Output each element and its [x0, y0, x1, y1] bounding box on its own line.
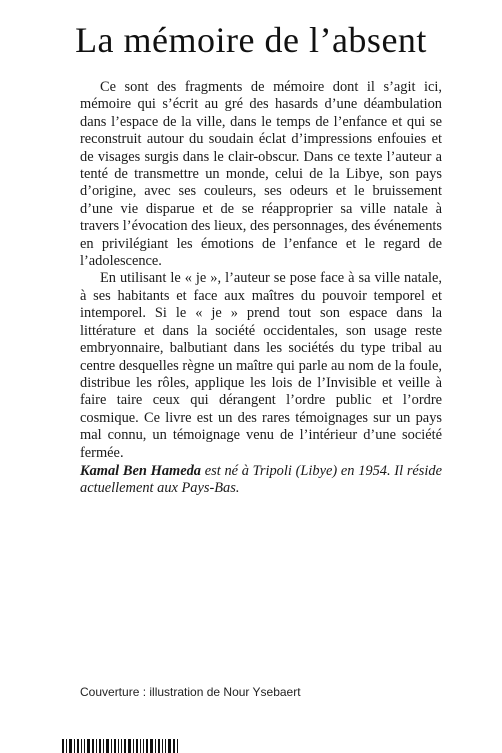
author-name: Kamal Ben Hameda [80, 463, 201, 479]
blurb-text [80, 79, 442, 462]
cover-credit: Couverture : illustration de Nour Ysebaert [80, 685, 301, 699]
blurb-paragraph-2: En utilisant le « je », l’auteur se pose face à sa ville natale, à ses habitants et face aux maîtres du pouvoir temporel et intemporel. Si le « je » prend tout son espace dans la littérature et dans la société occidentales, son usage reste embryonnaire, balbutiant dans les sociétés du type tribal au centre desquelles règne un maître qui parle au nom de la foule, distribue les rôles, applique les lois de l’Invisible et veille à faire taire ceux qui dérangent l’ordre public et l’ordre cosmique. Ce livre est un des rares témoignages sur un pays mal connu, un témoignage venu de l’intérieur d’une société fermée. [80, 270, 442, 461]
author-bio-text: est né à Tripoli (Libye) en 1954. Il réside actuellement aux Pays-Bas. [80, 463, 442, 497]
book-title: La mémoire de l’absent [75, 20, 427, 60]
author-bio [80, 463, 442, 498]
barcode [62, 739, 202, 753]
blurb-paragraph-1: Ce sont des fragments de mémoire dont il s’agit ici, mémoire qui s’écrit au gré des hasards d’une déambulation dans l’espace de la ville, dans le temps de l’enfance et qui se reconstruit autour du soudain éclat d’impressions enfouies et de visages surgis dans le clair-obscur. Dans ce texte l’auteur a tenté de transmettre un monde, celui de la Libye, son pays d’origine, avec ses couleurs, ses odeurs et le bruissement d’une vie disparue et de se réapproprier sa ville natale à travers l’évocation des lieux, des personnages, des événements en privilégiant les émotions de l’enfance et le regard de l’adolescence. [80, 79, 442, 270]
